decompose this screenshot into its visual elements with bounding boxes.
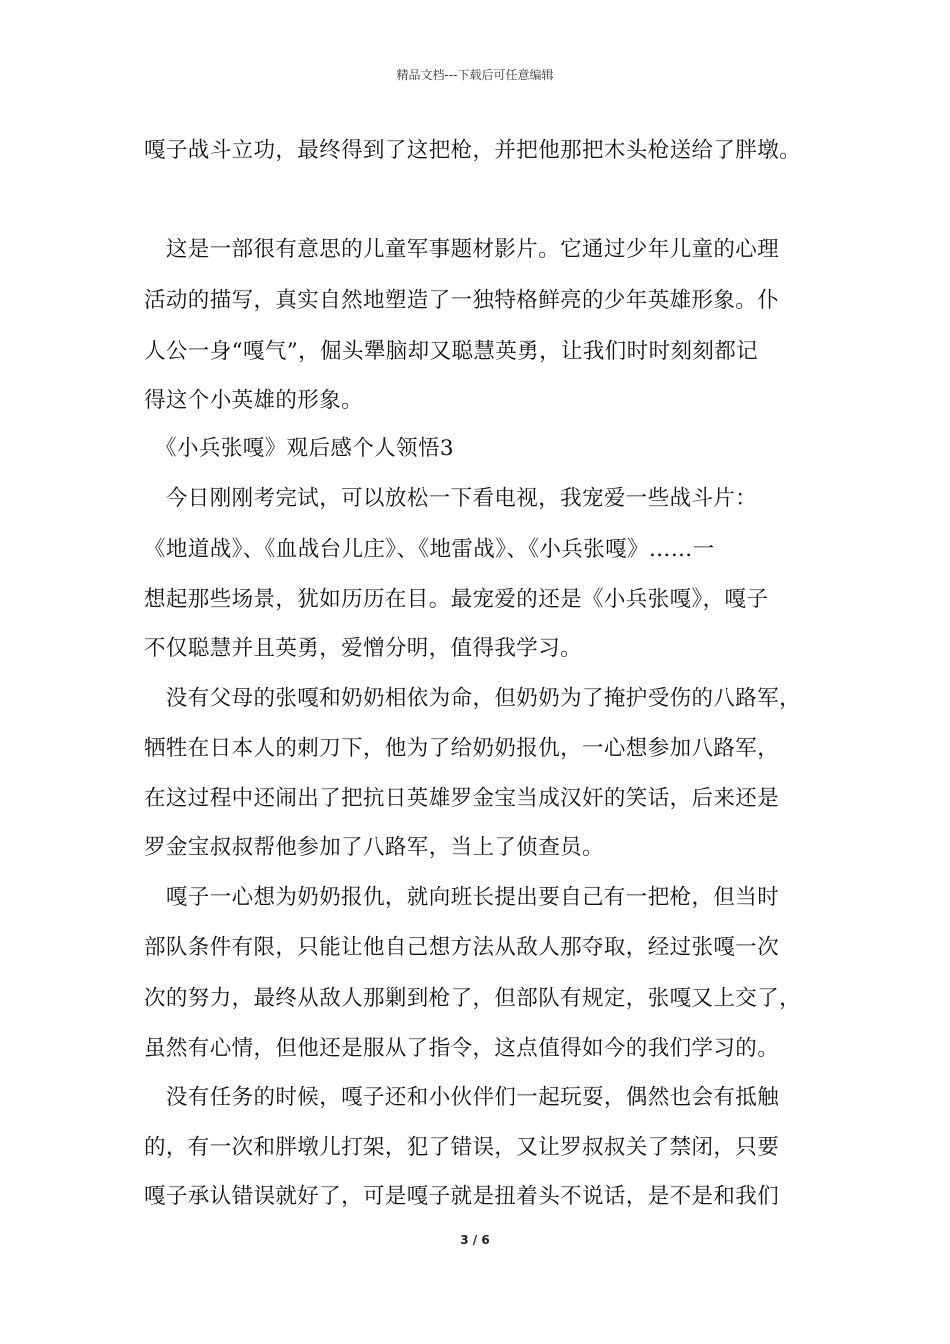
text-line: 想起那些场景，犹如历历在目。最宠爱的还是《小兵张嘎》，嘎子: [144, 587, 769, 612]
text-line: 的，有一次和胖墩儿打架，犯了错误，又让罗叔叔关了禁闭，只要: [144, 1135, 780, 1160]
text-line: 人公一身“嘎气”，倔头犟脑却又聪慧英勇，让我们时时刻刻都记: [144, 339, 759, 364]
text-line: 部队条件有限，只能让他自己想方法从敌人那夺取，经过张嘎一次: [144, 935, 780, 960]
text-line: 嘎子战斗立功，最终得到了这把枪，并把他那把木头枪送给了胖墩。: [144, 138, 802, 163]
text-line: 活动的描写，真实自然地塑造了一独特格鲜亮的少年英雄形象。仆: [144, 288, 780, 313]
text-line: 牺牲在日本人的刺刀下，他为了给奶奶报仇，一心想参加八路军，: [144, 736, 780, 761]
text-line: 没有父母的张嘎和奶奶相依为命，但奶奶为了掩护受伤的八路军，: [144, 686, 802, 711]
text-line: 嘎子一心想为奶奶报仇，就向班长提出要自己有一把枪，但当时: [144, 885, 780, 910]
text-line: 没有任务的时候，嘎子还和小伙伴们一起玩耍，偶然也会有抵触: [144, 1085, 780, 1110]
text-line: 嘎子承认错误就好了，可是嘎子就是扭着头不说话，是不是和我们: [144, 1184, 780, 1209]
text-line: 今日刚刚考完试，可以放松一下看电视，我宠爱一些战斗片：: [144, 486, 758, 511]
document-header: 精品文档---下载后可任意编辑: [396, 68, 554, 82]
text-line: 罗金宝叔叔帮他参加了八路军，当上了侦查员。: [144, 835, 604, 860]
text-line: 在这过程中还闹出了把抗日英雄罗金宝当成汉奸的笑话，后来还是: [144, 786, 780, 811]
text-line: 虽然有心情，但他还是服从了指令，这点值得如今的我们学习的。: [144, 1036, 780, 1061]
section-heading: 《小兵张嘎》观后感个人领悟3: [144, 436, 454, 461]
text-line: 这是一部很有意思的儿童军事题材影片。它通过少年儿童的心理: [144, 237, 780, 262]
page-indicator: 3 / 6: [460, 1233, 490, 1247]
text-line: 次的努力，最终从敌人那剿到枪了，但部队有规定，张嘎又上交了，: [144, 986, 802, 1011]
text-line: 得这个小英雄的形象。: [144, 388, 364, 413]
text-line: 不仅聪慧并且英勇，爱憎分明，值得我学习。: [144, 636, 583, 661]
text-line: 《地道战》、《血战台儿庄》、《地雷战》、《小兵张嘎》……一: [144, 537, 715, 562]
